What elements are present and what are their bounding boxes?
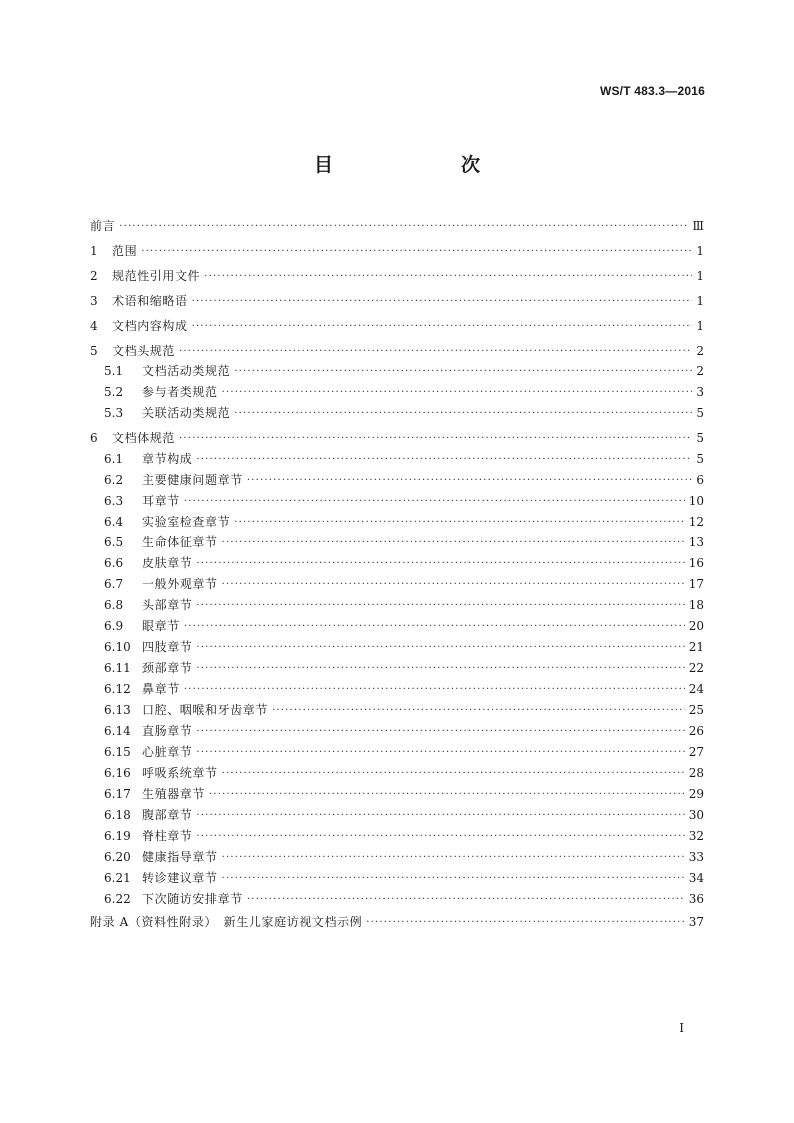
toc-entry-page: 1 (696, 319, 704, 333)
toc-leader-dots (234, 405, 692, 421)
toc-entry-number: 6.10 (104, 640, 131, 654)
toc-entry-label: 一般外观章节 (142, 577, 218, 591)
toc-entry-number: 6.15 (104, 745, 131, 759)
toc-entry-label: 主要健康问题章节 (142, 473, 243, 487)
toc-leader-dots (184, 681, 685, 697)
toc-entry-label: 腹部章节 (142, 808, 193, 822)
toc-entry-label: 规范性引用文件 (112, 269, 201, 283)
toc-entry-page: 2 (696, 344, 704, 358)
toc-entry[interactable] (90, 576, 704, 592)
toc-leader-dots (196, 451, 692, 467)
toc-entry-label: 文档体规范 (112, 431, 176, 445)
toc-entry-number: 6.7 (104, 577, 124, 591)
toc-entry-number: 5.3 (104, 406, 124, 420)
toc-entry[interactable] (90, 828, 704, 844)
toc-leader-dots (184, 493, 685, 509)
toc-entry-label: 脊柱章节 (142, 829, 193, 843)
toc-entry[interactable] (90, 363, 704, 379)
toc-entry-page: 37 (688, 915, 704, 929)
toc-leader-dots (204, 268, 692, 284)
toc-entry-number: 1 (90, 244, 98, 258)
toc-entry-number: 6.8 (104, 598, 124, 612)
toc-leader-dots (234, 514, 685, 530)
toc-leader-dots (196, 828, 684, 844)
toc-leader-dots (234, 363, 692, 379)
toc-entry-number: 4 (90, 319, 98, 333)
toc-entry[interactable] (90, 891, 704, 907)
toc-entry-page: 30 (688, 808, 704, 822)
toc-leader-dots (179, 343, 692, 359)
toc-entry-label: 生命体征章节 (142, 535, 218, 549)
toc-entry-page: 18 (688, 598, 704, 612)
toc-leader-dots (222, 765, 685, 781)
toc-entry[interactable] (90, 343, 704, 359)
toc-entry[interactable] (90, 293, 704, 309)
toc-leader-dots (196, 807, 684, 823)
toc-entry-number: 5 (90, 344, 98, 358)
toc-entry[interactable] (90, 514, 704, 530)
toc-entry-label: 范围 (112, 244, 138, 258)
toc-entry-page: 22 (688, 661, 704, 675)
toc-entry[interactable] (90, 318, 704, 334)
toc-entry-number: 6.18 (104, 808, 131, 822)
toc-entry-number: 6.9 (104, 619, 124, 633)
toc-entry-page: 29 (688, 787, 704, 801)
standard-code: WS/T 483.3—2016 (599, 84, 705, 98)
toc-leader-dots (196, 639, 684, 655)
toc-leader-dots (222, 870, 685, 886)
toc-entry-number: 6.19 (104, 829, 131, 843)
toc-entry-label: 关联活动类规范 (142, 406, 231, 420)
toc-entry-number: 6.5 (104, 535, 124, 549)
toc-entry-number: 5.1 (104, 364, 124, 378)
toc-entry-label: 心脏章节 (142, 745, 193, 759)
toc-entry-label: 颈部章节 (142, 661, 193, 675)
toc-entry-label: 文档内容构成 (112, 319, 188, 333)
toc-leader-dots (196, 660, 684, 676)
toc-entry-label: 直肠章节 (142, 724, 193, 738)
page-title: 目 次 (313, 154, 510, 176)
toc-entry-page: 1 (696, 294, 704, 308)
toc-entry[interactable] (90, 639, 704, 655)
toc-entry-number: 6.17 (104, 787, 131, 801)
toc-entry[interactable] (90, 786, 704, 802)
toc-entry-page: 1 (696, 269, 704, 283)
toc-entry-page: Ⅲ (692, 219, 704, 233)
toc-entry-page: 5 (696, 406, 704, 420)
toc-entry-label: 附录 A（资料性附录） 新生儿家庭访视文档示例 (90, 915, 363, 929)
toc-entry-number: 5.2 (104, 385, 124, 399)
toc-entry-page: 36 (688, 892, 704, 906)
toc-entry-page: 6 (696, 473, 704, 487)
toc-leader-dots (209, 786, 685, 802)
toc-entry-number: 6.22 (104, 892, 131, 906)
toc-entry[interactable] (90, 765, 704, 781)
toc-entry-page: 2 (696, 364, 704, 378)
toc-entry-page: 13 (688, 535, 704, 549)
toc-entry-number: 6.12 (104, 682, 131, 696)
toc-leader-dots (272, 702, 685, 718)
toc-entry-number: 6.16 (104, 766, 131, 780)
toc-entry-number: 6.4 (104, 515, 124, 529)
toc-entry-page: 24 (688, 682, 704, 696)
toc-entry-label: 参与者类规范 (142, 385, 218, 399)
toc-leader-dots (247, 891, 685, 907)
toc-entry-page: 34 (688, 871, 704, 885)
toc-entry-label: 呼吸系统章节 (142, 766, 218, 780)
toc-entry[interactable] (90, 681, 704, 697)
toc-leader-dots (192, 318, 692, 334)
toc-entry-label: 实验室检查章节 (142, 515, 231, 529)
toc-leader-dots (196, 555, 684, 571)
toc-entry-label: 生殖器章节 (142, 787, 206, 801)
toc-entry[interactable] (90, 384, 704, 400)
toc-leader-dots (196, 723, 684, 739)
toc-entry-label: 转诊建议章节 (142, 871, 218, 885)
toc-entry-number: 6.13 (104, 703, 131, 717)
toc-entry[interactable] (90, 268, 704, 284)
toc-entry-page: 32 (688, 829, 704, 843)
toc-entry-label: 文档活动类规范 (142, 364, 231, 378)
toc-leader-dots (247, 472, 692, 488)
toc-entry[interactable] (90, 702, 704, 718)
toc-entry-number: 6.14 (104, 724, 131, 738)
toc-entry-page: 1 (696, 244, 704, 258)
toc-entry[interactable] (90, 849, 704, 865)
toc-entry-number: 6.6 (104, 556, 124, 570)
toc-entry-page: 3 (696, 385, 704, 399)
toc-entry-number: 6.3 (104, 494, 124, 508)
toc-leader-dots (222, 849, 685, 865)
toc-entry[interactable] (90, 914, 704, 930)
toc-entry[interactable] (90, 807, 704, 823)
toc-entry-page: 10 (688, 494, 704, 508)
toc-entry-label: 下次随访安排章节 (142, 892, 243, 906)
toc-entry-label: 四肢章节 (142, 640, 193, 654)
toc-entry-page: 28 (688, 766, 704, 780)
toc-entry-label: 前言 (90, 219, 116, 233)
toc-leader-dots (141, 243, 692, 259)
toc-leader-dots (196, 597, 684, 613)
toc-entry-label: 健康指导章节 (142, 850, 218, 864)
toc-entry[interactable] (90, 723, 704, 739)
toc-entry-number: 6.20 (104, 850, 131, 864)
toc-entry[interactable] (90, 405, 704, 421)
toc-entry-label: 口腔、咽喉和牙齿章节 (142, 703, 269, 717)
toc-entry-label: 术语和缩略语 (112, 294, 188, 308)
toc-leader-dots (196, 744, 684, 760)
toc-entry-page: 12 (688, 515, 704, 529)
toc-entry-number: 3 (90, 294, 98, 308)
page-number: I (679, 1021, 684, 1035)
toc-entry-number: 6.11 (104, 661, 131, 675)
toc-entry-label: 耳章节 (142, 494, 180, 508)
toc-leader-dots (222, 576, 685, 592)
toc-entry[interactable] (90, 555, 704, 571)
toc-entry-number: 6.1 (104, 452, 124, 466)
toc-entry[interactable] (90, 451, 704, 467)
toc-leader-dots (192, 293, 692, 309)
toc-entry-label: 文档头规范 (112, 344, 176, 358)
toc-entry-page: 33 (688, 850, 704, 864)
toc-entry-page: 17 (688, 577, 704, 591)
toc-entry-label: 章节构成 (142, 452, 193, 466)
toc-entry-page: 25 (688, 703, 704, 717)
toc-entry-number: 2 (90, 269, 98, 283)
toc-entry-number: 6.21 (104, 871, 131, 885)
toc-entry-label: 头部章节 (142, 598, 193, 612)
toc-entry[interactable] (90, 597, 704, 613)
toc-entry[interactable] (90, 870, 704, 886)
toc-entry-label: 鼻章节 (142, 682, 180, 696)
toc-entry[interactable] (90, 618, 704, 634)
toc-leader-dots (184, 618, 685, 634)
toc-entry-page: 5 (696, 431, 704, 445)
toc-entry-label: 皮肤章节 (142, 556, 193, 570)
toc-entry-number: 6.2 (104, 473, 124, 487)
toc-leader-dots (222, 384, 692, 400)
toc-entry-page: 16 (688, 556, 704, 570)
toc-entry-number: 6 (90, 431, 98, 445)
toc-entry-page: 5 (696, 452, 704, 466)
toc-entry[interactable] (90, 660, 704, 676)
toc-entry-page: 21 (688, 640, 704, 654)
toc-entry[interactable] (90, 534, 704, 550)
toc-entry-page: 26 (688, 724, 704, 738)
toc-entry[interactable] (90, 218, 704, 234)
toc-entry[interactable] (90, 493, 704, 509)
toc-leader-dots (222, 534, 685, 550)
toc-entry[interactable] (90, 430, 704, 446)
toc-leader-dots (366, 914, 684, 930)
toc-entry-label: 眼章节 (142, 619, 180, 633)
toc-leader-dots (179, 430, 692, 446)
toc-entry-page: 20 (688, 619, 704, 633)
toc-entry[interactable] (90, 744, 704, 760)
toc-entry[interactable] (90, 243, 704, 259)
toc-entry[interactable] (90, 472, 704, 488)
toc-entry-page: 27 (688, 745, 704, 759)
toc-leader-dots (119, 218, 688, 234)
